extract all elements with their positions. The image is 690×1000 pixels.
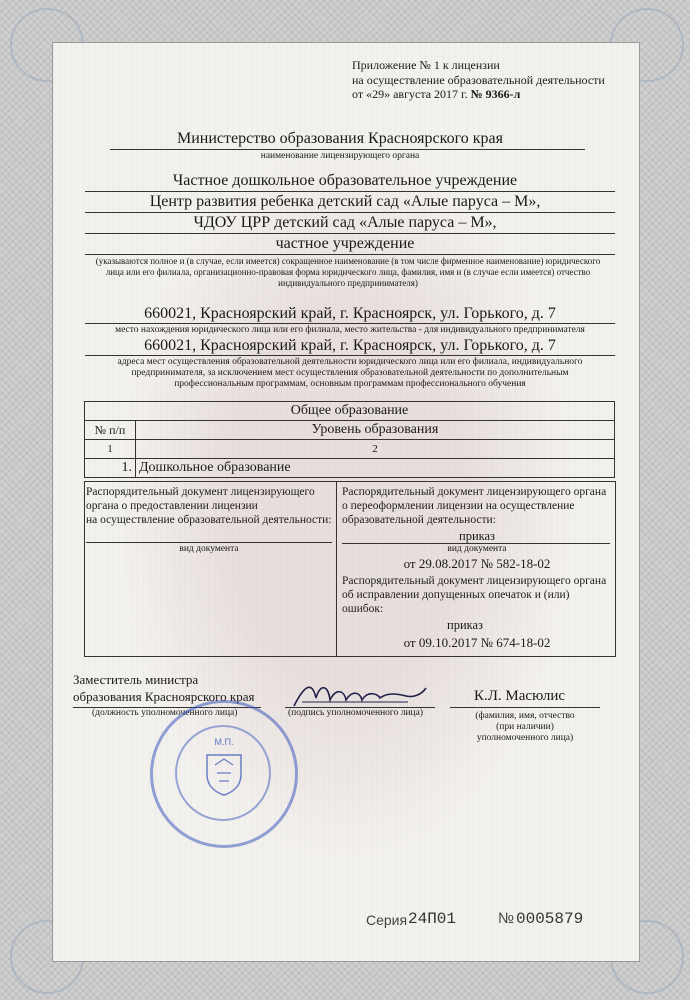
row-level: Дошкольное образование — [136, 459, 615, 478]
legal-address-caption: место нахождения юридического лица или его филиала, место жительства - для индивидуального предпринимателя — [115, 325, 585, 335]
grant-doc-type-underline — [86, 542, 332, 543]
organization-line-4: частное учреждение — [275, 235, 415, 252]
licensor-underline — [110, 149, 585, 150]
legal-address-underline — [85, 323, 615, 324]
correction-doc-type: приказ — [447, 618, 483, 632]
row-number: 1. — [85, 459, 136, 478]
appendix-line-2: на осуществление образовательной деятельности — [352, 73, 605, 87]
correction-doc-reference: от 09.10.2017 № 674-18-02 — [403, 635, 551, 650]
education-levels-table — [84, 401, 615, 478]
correction-doc-title-3: ошибок: — [342, 603, 384, 615]
organization-caption-3: индивидуального предпринимателя) — [278, 278, 418, 288]
table-header-row — [85, 421, 615, 440]
grant-doc-title-1: Распорядительный документ лицензирующего — [86, 486, 315, 498]
org-underline-2 — [85, 212, 615, 213]
signatory-position-1: Заместитель министра — [73, 672, 199, 687]
legal-address: 660021, Красноярский край, г. Красноярск, ул. Горького, д. 7 — [144, 305, 556, 322]
organization-caption-2: лица или его филиала, организационно-правовая форма юридического лица, фамилия, имя и (в случае если имеется) отчество — [105, 267, 591, 277]
grant-doc-type-caption: вид документа — [179, 544, 239, 554]
name-caption-2: (при наличии) — [496, 722, 554, 732]
table-row — [85, 459, 615, 478]
activity-address-caption-3: профессиональным программам, основным программам профессионального обучения — [174, 379, 526, 389]
reissue-doc-type: приказ — [459, 529, 495, 543]
signature-caption: (подпись уполномоченного лица) — [288, 708, 424, 718]
name-caption-3: уполномоченного лица) — [476, 733, 574, 743]
form-number-label: № — [498, 910, 515, 927]
official-seal — [150, 700, 298, 848]
organization-line-1: Частное дошкольное образовательное учреждение — [172, 172, 518, 189]
reissue-doc-title-1: Распорядительный документ лицензирующего органа — [342, 486, 607, 498]
name-caption-1: (фамилия, имя, отчество — [475, 711, 575, 721]
correction-doc-title-2: об исправлении допущенных опечаток и (или) — [342, 589, 570, 601]
licensor-caption: наименование лицензирующего органа — [260, 151, 420, 161]
coat-of-arms-icon — [203, 751, 245, 797]
reissue-doc-reference: от 29.08.2017 № 582-18-02 — [403, 556, 551, 571]
reissue-doc-title-2: о переоформлении лицензии на осуществление — [342, 500, 575, 512]
org-underline-1 — [85, 191, 615, 192]
organization-caption-1: (указываются полное и (в случае, если имеется) сокращенное наименование (в том числе фирменное наименование) юридического — [95, 256, 601, 266]
activity-address-caption-1: адреса мест осуществления образовательной деятельности юридического лица или его филиала, индивидуального — [117, 357, 583, 367]
activity-address-caption-2: предпринимателя, за исключением мест осуществления образовательной деятельности по дополнительным — [131, 368, 569, 378]
form-number-value: 0005879 — [516, 910, 584, 928]
activity-address: 660021, Красноярский край, г. Красноярск, ул. Горького, д. 7 — [144, 337, 556, 354]
reissue-doc-title-3: образовательной деятельности: — [342, 514, 496, 526]
column-header-number: № п/п — [85, 421, 136, 440]
license-number: № 9366-л — [470, 87, 521, 101]
series-label: Серия — [366, 912, 408, 928]
grant-doc-title-3: на осуществление образовательной деятельности: — [86, 514, 332, 526]
table-title-row — [85, 402, 615, 421]
name-underline — [450, 707, 600, 708]
org-underline-4 — [85, 254, 615, 255]
column-index-1: 1 — [85, 440, 136, 459]
seal-mp-label: М.П. — [214, 737, 234, 747]
org-underline-3 — [85, 233, 615, 234]
position-caption: (должность уполномоченного лица) — [92, 708, 238, 718]
table-index-row — [85, 440, 615, 459]
appendix-date: от «29» августа 2017 г. — [352, 87, 471, 101]
documents-divider — [336, 481, 337, 656]
grant-doc-title-2: органа о предоставлении лицензии — [86, 500, 258, 512]
series-value: 24П01 — [408, 910, 457, 928]
reissue-doc-type-caption: вид документа — [447, 544, 507, 554]
correction-doc-title-1: Распорядительный документ лицензирующего органа — [342, 575, 607, 587]
activity-address-underline — [85, 355, 615, 356]
licensor-name: Министерство образования Красноярского края — [177, 130, 503, 147]
signatory-position-2: образования Красноярского края — [73, 689, 255, 704]
column-header-level: Уровень образования — [136, 421, 615, 440]
appendix-line-1: Приложение № 1 к лицензии — [352, 58, 500, 72]
table-title: Общее образование — [85, 402, 615, 421]
column-index-2: 2 — [136, 440, 615, 459]
organization-line-3: ЧДОУ ЦРР детский сад «Алые паруса – М», — [193, 214, 497, 231]
signatory-name: К.Л. Масюлис — [474, 688, 566, 704]
organization-line-2: Центр развития ребенка детский сад «Алые паруса – М», — [149, 193, 541, 210]
appendix-line-3 — [352, 87, 520, 102]
